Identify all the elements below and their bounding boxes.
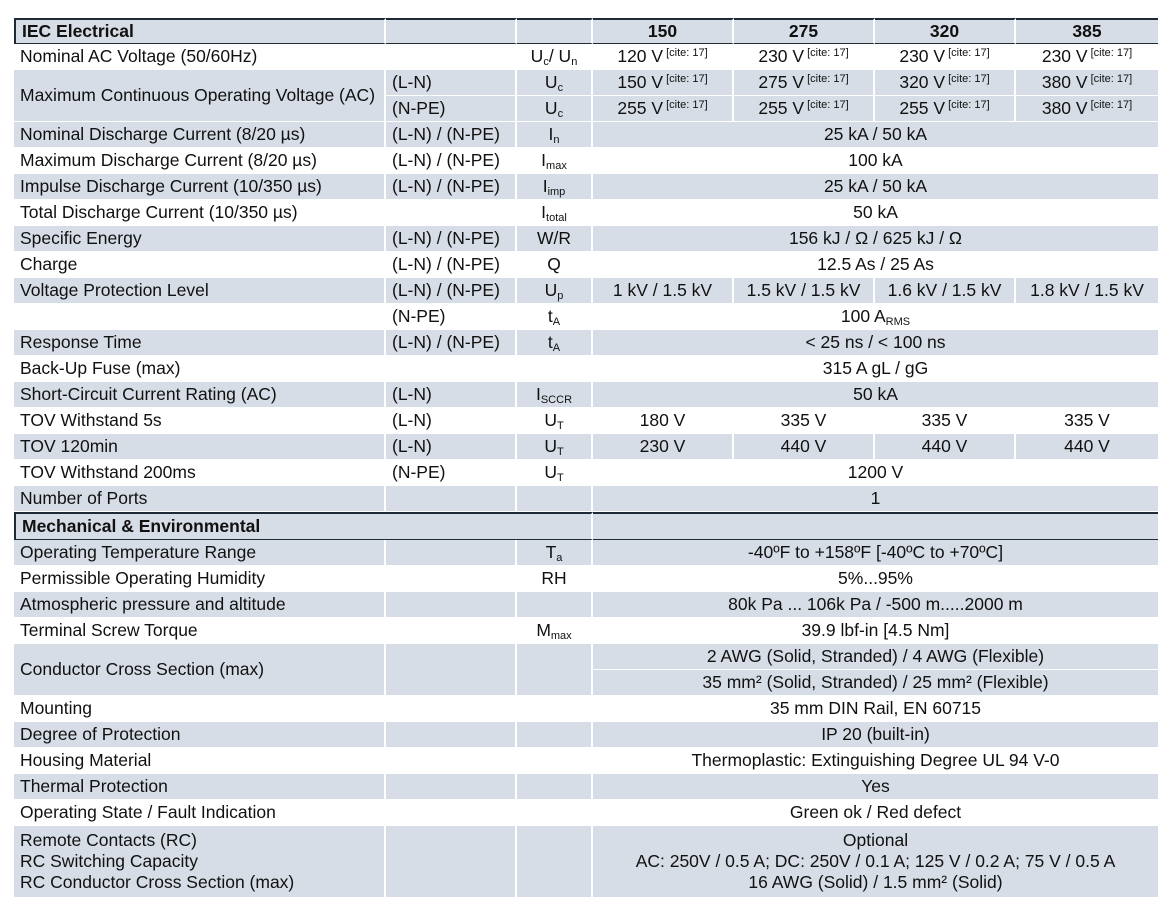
- value: 12.5 As / 25 As: [593, 252, 1158, 278]
- value: 335 V: [734, 408, 875, 434]
- value: 335 V: [875, 408, 1016, 434]
- mode: (N-PE): [386, 304, 517, 330]
- value: Optional AC: 250V / 0.5 A; DC: 250V / 0.1 A; 125 V / 0.2 A; 75 V / 0.5 A 16 AWG (Solid) / 1.5 mm² (Solid): [593, 826, 1158, 898]
- param-label: Short-Circuit Current Rating (AC): [14, 382, 386, 408]
- value: 230 V [cite: 17]: [1016, 44, 1158, 70]
- section-title: Mechanical & Environmental: [14, 512, 593, 540]
- value: 25 kA / 50 kA: [593, 122, 1158, 148]
- value: 50 kA: [593, 382, 1158, 408]
- header-row: [14, 18, 1158, 44]
- param-label: Nominal AC Voltage (50/60Hz): [14, 44, 386, 70]
- param-label: Total Discharge Current (10/350 µs): [14, 200, 386, 226]
- table-row: [14, 148, 1158, 174]
- table-row: [14, 800, 1158, 826]
- model-150: 150: [593, 18, 734, 44]
- table-row: [14, 174, 1158, 200]
- table-row: [14, 592, 1158, 618]
- table-row: [14, 44, 1158, 70]
- section-title: IEC Electrical: [14, 18, 386, 44]
- model-320: 320: [875, 18, 1016, 44]
- param-label: Thermal Protection: [14, 774, 386, 800]
- table-row: [14, 566, 1158, 592]
- mode: (L-N): [386, 70, 517, 96]
- param-label: Number of Ports: [14, 486, 386, 512]
- table-row: [14, 252, 1158, 278]
- symbol: $U_c$: [517, 70, 593, 96]
- mode: (L-N) / (N-PE): [386, 252, 517, 278]
- symbol: $U_p$: [517, 278, 593, 304]
- symbol: $I_{total}$: [517, 200, 593, 226]
- symbol: $I_{imp}$: [517, 174, 593, 200]
- value: IP 20 (built-in): [593, 722, 1158, 748]
- value: Thermoplastic: Extinguishing Degree UL 94 V-0: [593, 748, 1158, 774]
- section-header-row: [14, 512, 1158, 540]
- table-row: [14, 200, 1158, 226]
- param-label: Nominal Discharge Current (8/20 µs): [14, 122, 386, 148]
- value: 230 V [cite: 17]: [875, 44, 1016, 70]
- value: 1200 V: [593, 460, 1158, 486]
- value: 255 V [cite: 17]: [593, 96, 734, 122]
- param-label: Impulse Discharge Current (10/350 µs): [14, 174, 386, 200]
- param-label: Permissible Operating Humidity: [14, 566, 386, 592]
- param-label: Voltage Protection Level: [14, 278, 386, 304]
- mode: (L-N) / (N-PE): [386, 278, 517, 304]
- param-label: Atmospheric pressure and altitude: [14, 592, 386, 618]
- table-row: [14, 644, 1158, 670]
- value: 335 V: [1016, 408, 1158, 434]
- value: 35 mm DIN Rail, EN 60715: [593, 696, 1158, 722]
- symbol: $U_T$: [517, 460, 593, 486]
- mode: (N-PE): [386, 460, 517, 486]
- table-row: [14, 486, 1158, 512]
- symbol: $U_T$: [517, 408, 593, 434]
- param-label: Degree of Protection: [14, 722, 386, 748]
- symbol: RH: [517, 566, 593, 592]
- table-row: [14, 122, 1158, 148]
- value: 440 V: [875, 434, 1016, 460]
- table-row: [14, 774, 1158, 800]
- param-label: Conductor Cross Section (max): [14, 644, 386, 696]
- param-label: Response Time: [14, 330, 386, 356]
- mode: (L-N) / (N-PE): [386, 174, 517, 200]
- value: 1: [593, 486, 1158, 512]
- value: 1.5 kV / 1.5 kV: [734, 278, 875, 304]
- value: 156 kJ / Ω / 625 kJ / Ω: [593, 226, 1158, 252]
- mode: (L-N): [386, 408, 517, 434]
- value: 255 V [cite: 17]: [875, 96, 1016, 122]
- param-label: TOV 120min: [14, 434, 386, 460]
- value: 180 V: [593, 408, 734, 434]
- table-row: [14, 748, 1158, 774]
- param-label: TOV Withstand 5s: [14, 408, 386, 434]
- mode: (L-N) / (N-PE): [386, 226, 517, 252]
- mode: (L-N): [386, 434, 517, 460]
- value: 25 kA / 50 kA: [593, 174, 1158, 200]
- value: 120 V [cite: 17]: [593, 44, 734, 70]
- value: 5%...95%: [593, 566, 1158, 592]
- value: 230 V: [593, 434, 734, 460]
- value: 35 mm² (Solid, Stranded) / 25 mm² (Flexible): [593, 670, 1158, 696]
- param-label: Terminal Screw Torque: [14, 618, 386, 644]
- mode: (L-N) / (N-PE): [386, 122, 517, 148]
- table-row: [14, 826, 1158, 898]
- table-row: [14, 356, 1158, 382]
- table-row: [14, 434, 1158, 460]
- value: 39.9 lbf-in [4.5 Nm]: [593, 618, 1158, 644]
- value: 440 V: [734, 434, 875, 460]
- value: 1 kV / 1.5 kV: [593, 278, 734, 304]
- value: 380 V [cite: 17]: [1016, 70, 1158, 96]
- symbol: $I_{SCCR}$: [517, 382, 593, 408]
- value: 100 $A_{RMS}$: [593, 304, 1158, 330]
- symbol: $U_c/$ $U_n$: [517, 44, 593, 70]
- value: 1.6 kV / 1.5 kV: [875, 278, 1016, 304]
- mode: (L-N) / (N-PE): [386, 148, 517, 174]
- table-row: [14, 722, 1158, 748]
- symbol: $U_c$: [517, 96, 593, 122]
- param-label: Housing Material: [14, 748, 386, 774]
- symbol: $T_a$: [517, 540, 593, 566]
- value: 100 kA: [593, 148, 1158, 174]
- value: 320 V [cite: 17]: [875, 70, 1016, 96]
- value: 315 A gL / gG: [593, 356, 1158, 382]
- param-label: Maximum Discharge Current (8/20 µs): [14, 148, 386, 174]
- value: -40ºF to +158ºF [-40ºC to +70ºC]: [593, 540, 1158, 566]
- param-label: Remote Contacts (RC) RC Switching Capacity RC Conductor Cross Section (max): [14, 826, 386, 898]
- symbol: $M_{max}$: [517, 618, 593, 644]
- param-label: Operating Temperature Range: [14, 540, 386, 566]
- value: 440 V: [1016, 434, 1158, 460]
- value: 380 V [cite: 17]: [1016, 96, 1158, 122]
- model-385: 385: [1016, 18, 1158, 44]
- value: < 25 ns / < 100 ns: [593, 330, 1158, 356]
- mode: (L-N): [386, 382, 517, 408]
- value: 275 V [cite: 17]: [734, 70, 875, 96]
- value: 2 AWG (Solid, Stranded) / 4 AWG (Flexible): [593, 644, 1158, 670]
- symbol: W/R: [517, 226, 593, 252]
- table-row: [14, 278, 1158, 304]
- value: Yes: [593, 774, 1158, 800]
- mode: (L-N) / (N-PE): [386, 330, 517, 356]
- table-row: [14, 696, 1158, 722]
- table-row: [14, 460, 1158, 486]
- param-label: Specific Energy: [14, 226, 386, 252]
- symbol: $I_n$: [517, 122, 593, 148]
- table-row: [14, 408, 1158, 434]
- value: 50 kA: [593, 200, 1158, 226]
- value: 1.8 kV / 1.5 kV: [1016, 278, 1158, 304]
- value: 150 V [cite: 17]: [593, 70, 734, 96]
- table-row: [14, 618, 1158, 644]
- value: 255 V [cite: 17]: [734, 96, 875, 122]
- table-row: [14, 304, 1158, 330]
- symbol: $t_A$: [517, 304, 593, 330]
- value: 230 V [cite: 17]: [734, 44, 875, 70]
- value: 80k Pa ... 106k Pa / -500 m.....2000 m: [593, 592, 1158, 618]
- param-label: Operating State / Fault Indication: [14, 800, 386, 826]
- table-row: [14, 382, 1158, 408]
- param-label: Mounting: [14, 696, 386, 722]
- value: Green ok / Red defect: [593, 800, 1158, 826]
- symbol: $U_T$: [517, 434, 593, 460]
- table-row: [14, 540, 1158, 566]
- param-label: TOV Withstand 200ms: [14, 460, 386, 486]
- spec-table: [14, 18, 1158, 898]
- table-row: [14, 330, 1158, 356]
- table-row: [14, 226, 1158, 252]
- table-row: [14, 70, 1158, 96]
- param-label: Maximum Continuous Operating Voltage (AC): [14, 70, 386, 122]
- param-label: Back-Up Fuse (max): [14, 356, 386, 382]
- symbol: $t_A$: [517, 330, 593, 356]
- param-label: Charge: [14, 252, 386, 278]
- symbol: Q: [517, 252, 593, 278]
- symbol: $I_{max}$: [517, 148, 593, 174]
- mode: (N-PE): [386, 96, 517, 122]
- model-275: 275: [734, 18, 875, 44]
